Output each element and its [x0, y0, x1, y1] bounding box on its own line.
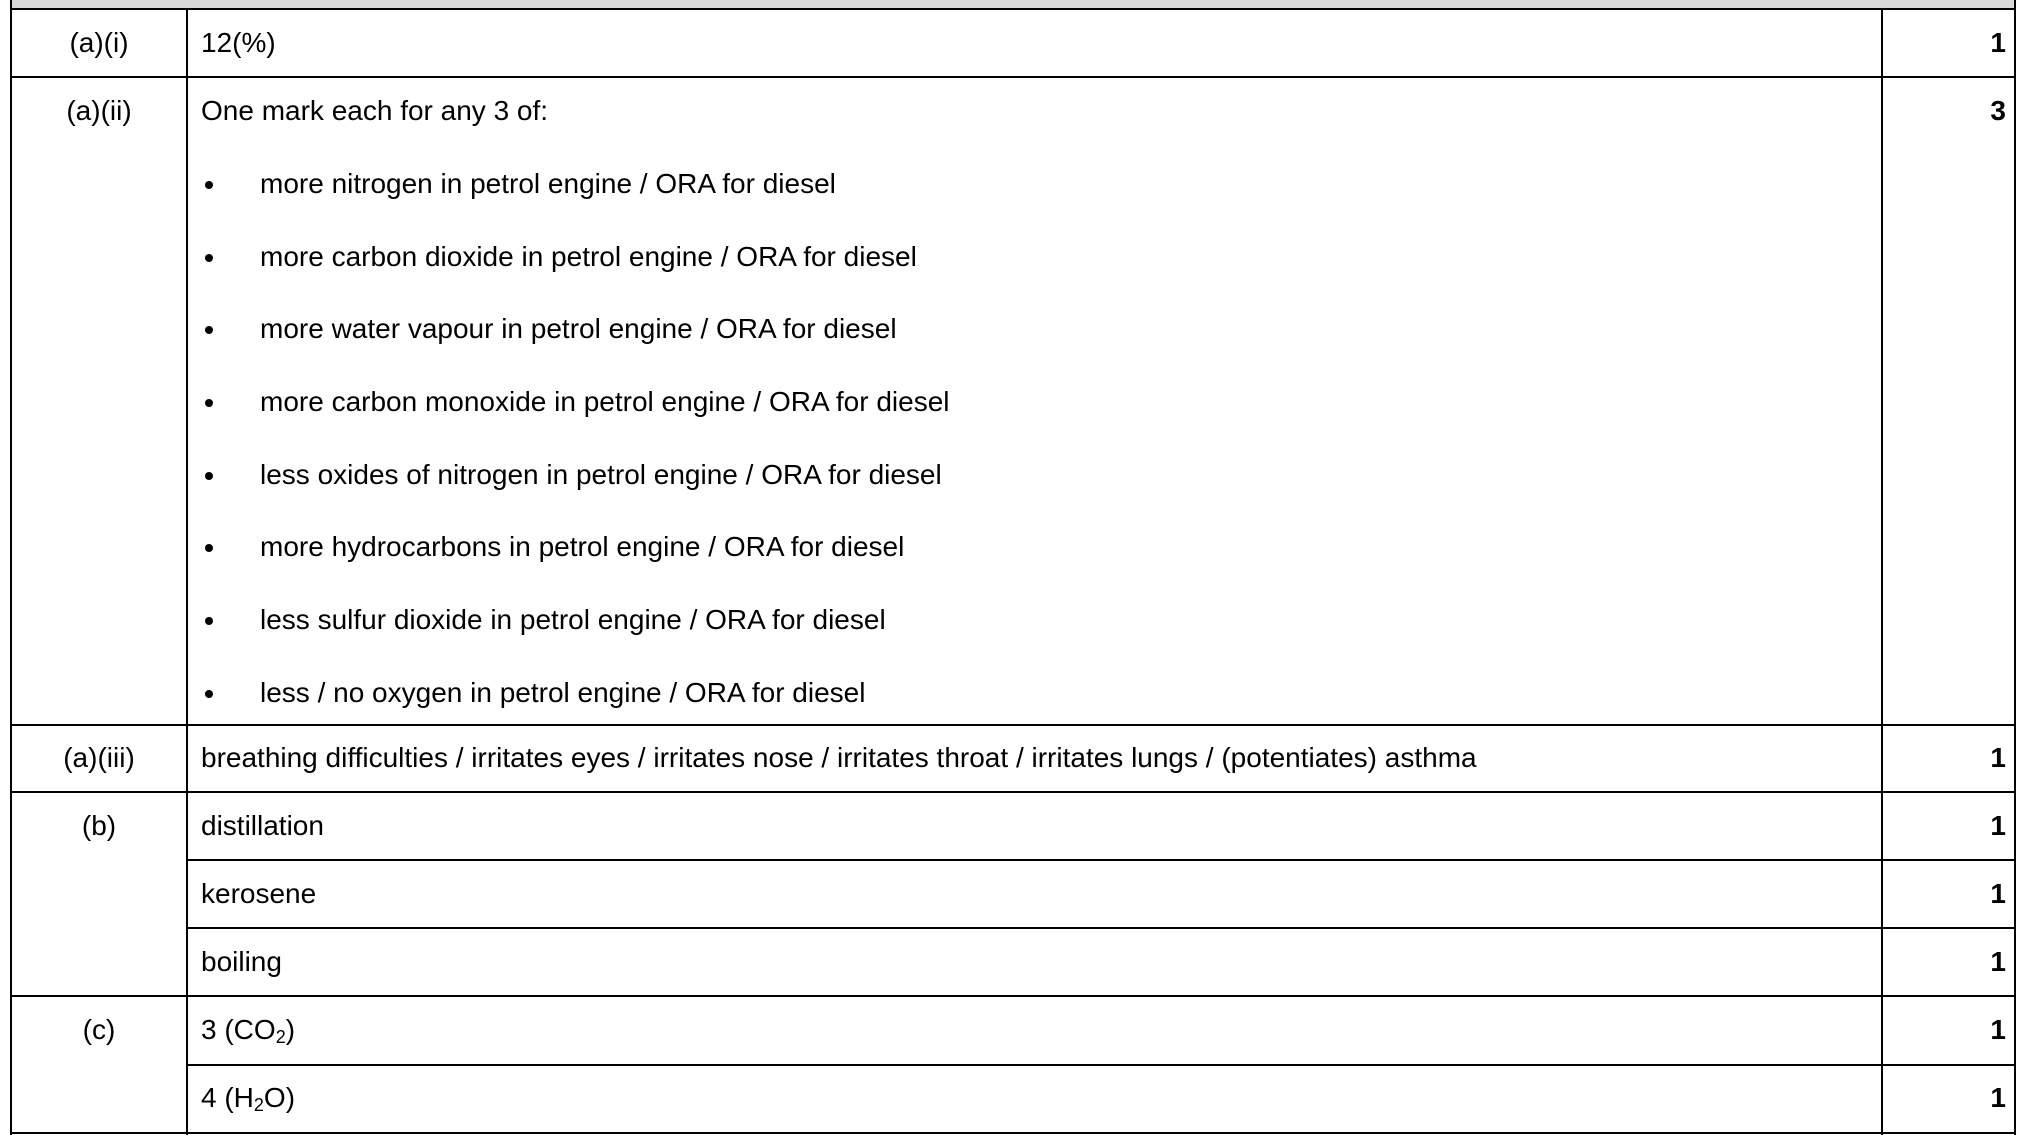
answer-text: 12(%)	[201, 27, 276, 58]
answer-text: kerosene	[201, 878, 317, 909]
row-divider	[10, 8, 2016, 10]
row-divider	[186, 1064, 2016, 1066]
row-divider	[10, 76, 2016, 78]
answer-text: 3 $(CO_2)$	[201, 1014, 296, 1047]
question-label: (a)(ii)	[66, 95, 132, 126]
bullet-icon	[205, 254, 213, 262]
question-label: (a)(iii)	[63, 742, 135, 773]
question-label: (c)	[82, 1014, 116, 1045]
answer-text: distillation	[201, 810, 324, 841]
question-label: (a)(i)	[69, 27, 129, 58]
table-border-left	[10, 9, 12, 1135]
bullet-icon	[205, 617, 213, 625]
question-label: (b)	[81, 810, 117, 841]
mark-value: 1	[1990, 1014, 2006, 1045]
bullet-icon	[205, 690, 213, 698]
mark-value: 3	[1990, 95, 2006, 126]
column-divider-question	[186, 9, 188, 1135]
row-divider	[10, 791, 2016, 793]
bullet-icon	[205, 472, 213, 480]
table-border-bottom	[10, 1132, 2016, 1134]
row-divider	[10, 995, 2016, 997]
mark-value: 1	[1990, 27, 2006, 58]
row-divider	[186, 859, 2016, 861]
bullet-icon	[205, 399, 213, 407]
table-border-right	[2014, 9, 2016, 1135]
row-divider	[186, 927, 2016, 929]
bullet-icon	[205, 544, 213, 552]
answer-text: 4 $(H_2O)$	[201, 1082, 296, 1115]
mark-value: 1	[1990, 1082, 2006, 1113]
mark-value: 1	[1990, 878, 2006, 909]
bullet-icon	[205, 181, 213, 189]
mark-value: 1	[1990, 810, 2006, 841]
mark-value: 1	[1990, 946, 2006, 977]
answer-text: breathing difficulties / irritates eyes / irritates nose / irritates throat / irritates lungs / (potentiates) asthma	[201, 742, 1477, 773]
answer-intro: One mark each for any 3 of:	[201, 95, 549, 126]
column-divider-mark	[1881, 9, 1883, 1135]
row-divider	[10, 724, 2016, 726]
answer-text: boiling	[201, 946, 282, 977]
bullet-icon	[205, 326, 213, 334]
mark-value: 1	[1990, 742, 2006, 773]
